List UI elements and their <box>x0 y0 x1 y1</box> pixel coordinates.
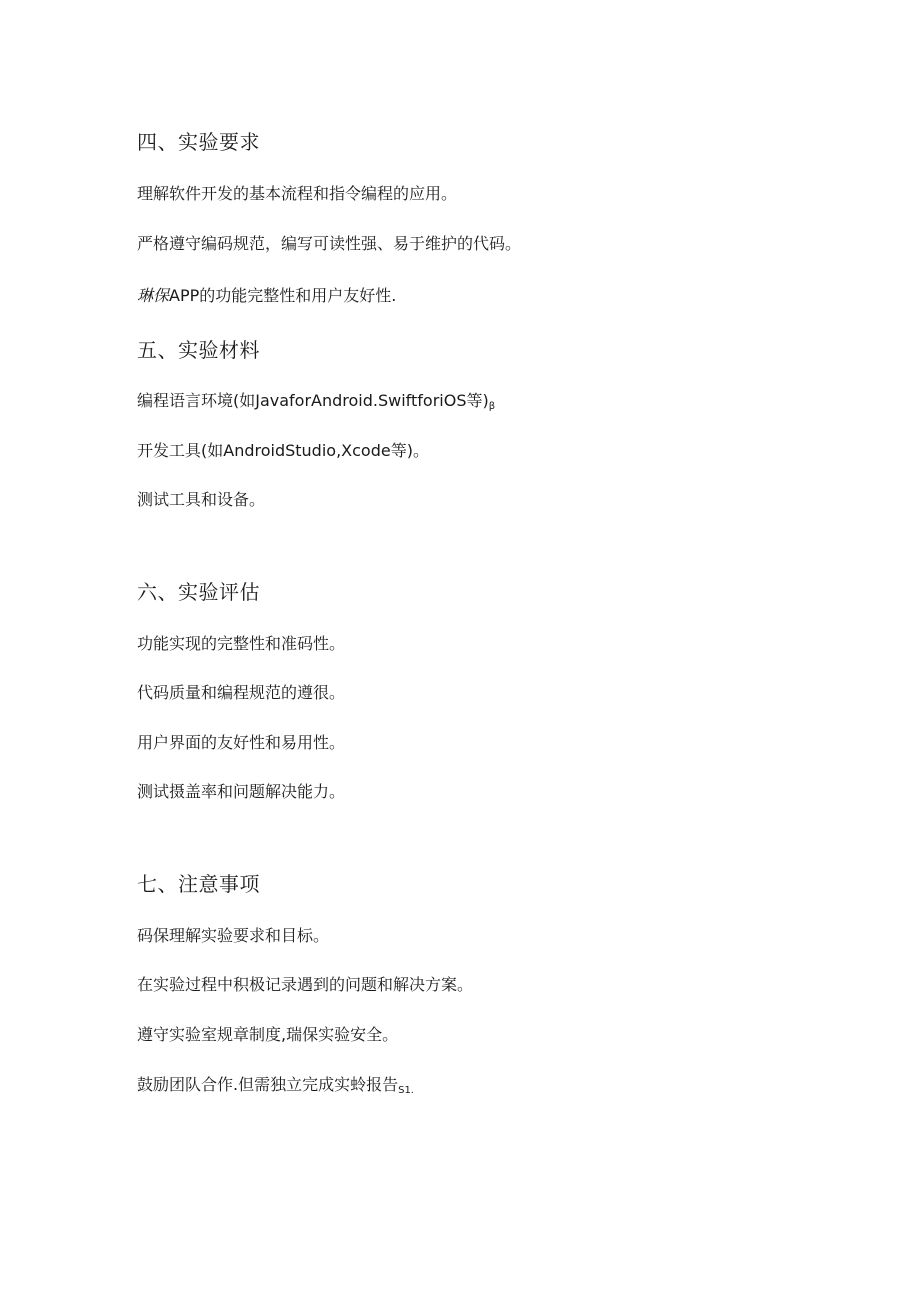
material-item-tail: β <box>488 401 496 412</box>
requirement-item: 严格遵守编码规范，编写可读性强、易于维护的代码。 <box>137 234 522 253</box>
evaluation-item: 功能实现的完整性和准码性。 <box>137 634 346 653</box>
requirement-item <box>137 286 396 306</box>
section-heading-materials: 五、实验材料 <box>137 338 260 362</box>
section-heading-requirements: 四、实验要求 <box>137 130 260 154</box>
section-heading-notes: 七、注意事项 <box>137 872 260 896</box>
evaluation-item: 用户界面的友好性和易用性。 <box>137 733 346 752</box>
note-item: 在实验过程中积极记录遇到的问题和解决方案。 <box>137 975 474 994</box>
section-heading-evaluation: 六、实验评估 <box>137 580 260 604</box>
note-item: 遵守实验室规章制度,瑞保实验安全。 <box>137 1025 399 1044</box>
note-item: 码保理解实验要求和目标。 <box>137 926 330 945</box>
material-item: 测试工具和设备。 <box>137 490 266 509</box>
note-item-tail: S1. <box>398 1085 414 1096</box>
evaluation-item: 测试摄盖率和问题解决能力。 <box>137 782 346 801</box>
material-item-text: 编程语言环境(如JavaforAndroid.SwiftforiOS等) <box>137 391 489 410</box>
note-item <box>137 1075 414 1101</box>
material-item: 开发工具(如AndroidStudio,Xcode等)。 <box>137 441 429 460</box>
requirement-item-text: APP的功能完整性和用户友好性. <box>169 286 397 305</box>
note-item-text: 鼓励团队合作.但需独立完成实蛉报告 <box>137 1075 399 1094</box>
material-item <box>137 391 495 417</box>
requirement-item: 理解软件开发的基本流程和指令编程的应用。 <box>137 184 458 203</box>
requirement-item-prefix: 琳保 <box>137 286 170 305</box>
evaluation-item: 代码质量和编程规范的遵很。 <box>137 683 346 702</box>
